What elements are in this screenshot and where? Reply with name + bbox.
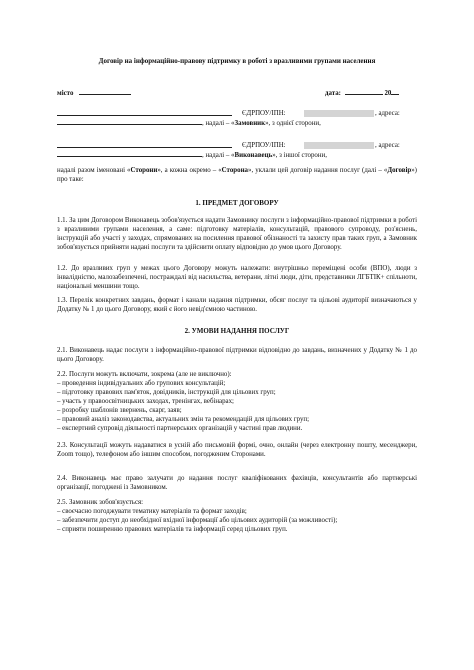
list-item: – участь у правоосвітницьких заходах, тренінгах, вебінарах; xyxy=(57,398,234,405)
intro-sides: Сторони xyxy=(130,167,158,174)
party1-name-blank[interactable] xyxy=(57,109,232,116)
list-item: – забезпечити доступ до необхідної вхідної інформації або цільових аудиторій (за можливості); xyxy=(57,517,338,524)
party1-text-a: , надалі – « xyxy=(202,120,235,127)
intro-text-2: », а кожна окремо – « xyxy=(157,167,222,174)
party2-role: Виконавець xyxy=(234,152,273,159)
intro-text-3: », уклали цей договір надання послуг (далі – « xyxy=(248,167,388,174)
party1-edrpou-field[interactable] xyxy=(304,110,374,117)
date-blank[interactable] xyxy=(345,88,383,95)
party1-address-blank[interactable] xyxy=(57,118,202,125)
intro-text-4: ») про таке: xyxy=(57,167,417,183)
party2-name-blank[interactable] xyxy=(57,141,232,148)
list-item: – розробку шаблонів звернень, скарг, заяв; xyxy=(57,407,182,414)
list-item: – підготовку правових пам'яток, довідників, інструкцій для цільових груп; xyxy=(57,389,276,396)
clause-2-3: 2.3. Консультації можуть надаватися в усній або письмовій формі, очно, онлайн (через електронну пошту, месенджери, Zoom тощо), телефоном або іншим способом, погодженим Сторонами. xyxy=(57,442,417,458)
list-item: – експертний супровід діяльності партнерських організацій у частині прав людини. xyxy=(57,425,303,432)
clause-2-2: 2.2. Послуги можуть включати, зокрема (але не виключно): xyxy=(57,371,232,378)
section2-heading: 2. УМОВИ НАДАННЯ ПОСЛУГ xyxy=(184,327,290,335)
list-item: – правовий аналіз законодавства, актуальних змін та рекомендацій для цільових груп; xyxy=(57,416,310,423)
party2-text-a: , надалі – « xyxy=(202,152,235,159)
party1-text-b: », з однієї сторони, xyxy=(265,120,321,127)
party2-edrpou-field[interactable] xyxy=(304,142,374,149)
clause-2-4: 2.4. Виконавець має право залучати до надання послуг кваліфікованих фахівців, консультантів або партнерські організації, погоджені із Замовником. xyxy=(57,475,417,491)
clause-2-1: 2.1. Виконавець надає послуги з інформаційно-правової підтримки відповідно до завдань, визначених у Додатку № 1 до цього Договору. xyxy=(57,347,417,363)
city-label: місто xyxy=(57,90,74,97)
party2-address-blank[interactable] xyxy=(57,150,202,157)
year-blank[interactable] xyxy=(391,88,399,95)
intro-text-1: надалі разом іменовані « xyxy=(57,167,131,174)
document-title: Договір на інформаційно-правову підтримку в роботі з вразливими групами населення xyxy=(98,57,376,65)
date-label: дата: xyxy=(325,90,341,97)
intro-side: Сторона xyxy=(221,167,248,174)
section1-heading: 1. ПРЕДМЕТ ДОГОВОРУ xyxy=(195,199,279,207)
date-group xyxy=(325,88,399,98)
intro-contract: Договір xyxy=(387,167,412,174)
party1-edrpou-label: ЄДРПОУ/ІПН: xyxy=(242,110,286,117)
list-item: – сприяти поширенню правових матеріалів та інформації серед цільових груп. xyxy=(57,526,288,533)
year-prefix: 20 xyxy=(384,90,392,97)
list-item: – своєчасно погоджувати тематику матеріалів та формат заходів; xyxy=(57,508,247,515)
intro-paragraph xyxy=(57,166,417,184)
party2-line2 xyxy=(57,150,417,160)
party2-edrpou-label: ЄДРПОУ/ІПН: xyxy=(242,142,286,149)
clause-2-5: 2.5. Замовник зобов'язується: xyxy=(57,499,144,506)
city-date-line xyxy=(57,88,417,98)
party2-text-b: », з іншої сторони, xyxy=(272,152,327,159)
list-item: – проведення індивідуальних або групових консультацій; xyxy=(57,380,226,387)
party2-address-label: , адреса: xyxy=(375,142,400,149)
city-blank[interactable] xyxy=(79,88,131,95)
clause-1-2: 1.2. До вразливих груп у межах цього Договору можуть належати: внутрішньо переміщені особи (ВПО), люди з інвалідністю, малозабезпечені, постраждалі від насильства, ветерани, літні люди, діти, представники ЛГБТІК+ спільноти, національні меншини тощо. xyxy=(57,265,417,290)
party1-role: Замовник xyxy=(234,120,266,127)
clause-1-1: 1.1. За цим Договором Виконавець зобов'язується надати Замовнику послуги з інформаційно-правової підтримки в роботі з вразливими групами населення, а саме: підготовку матеріалів, консультацій, правового супроводу, роз'яснень, інструкцій або участі у заходах, спрямованих на посилення правової обізнаності та захисту прав таких груп, а Замовник зобов'язується прийняти надані послуги та здійснити оплату відповідно до умов цього Договору. xyxy=(57,217,417,251)
clause-1-3: 1.3. Перелік конкретних завдань, формат і канали надання підтримки, обсяг послуг та цільові аудиторії визначаються у Додатку № 1 до цього Договору, який є його невід'ємною частиною. xyxy=(57,297,417,313)
party1-address-label: , адреса: xyxy=(375,110,400,117)
party1-line2 xyxy=(57,118,417,128)
